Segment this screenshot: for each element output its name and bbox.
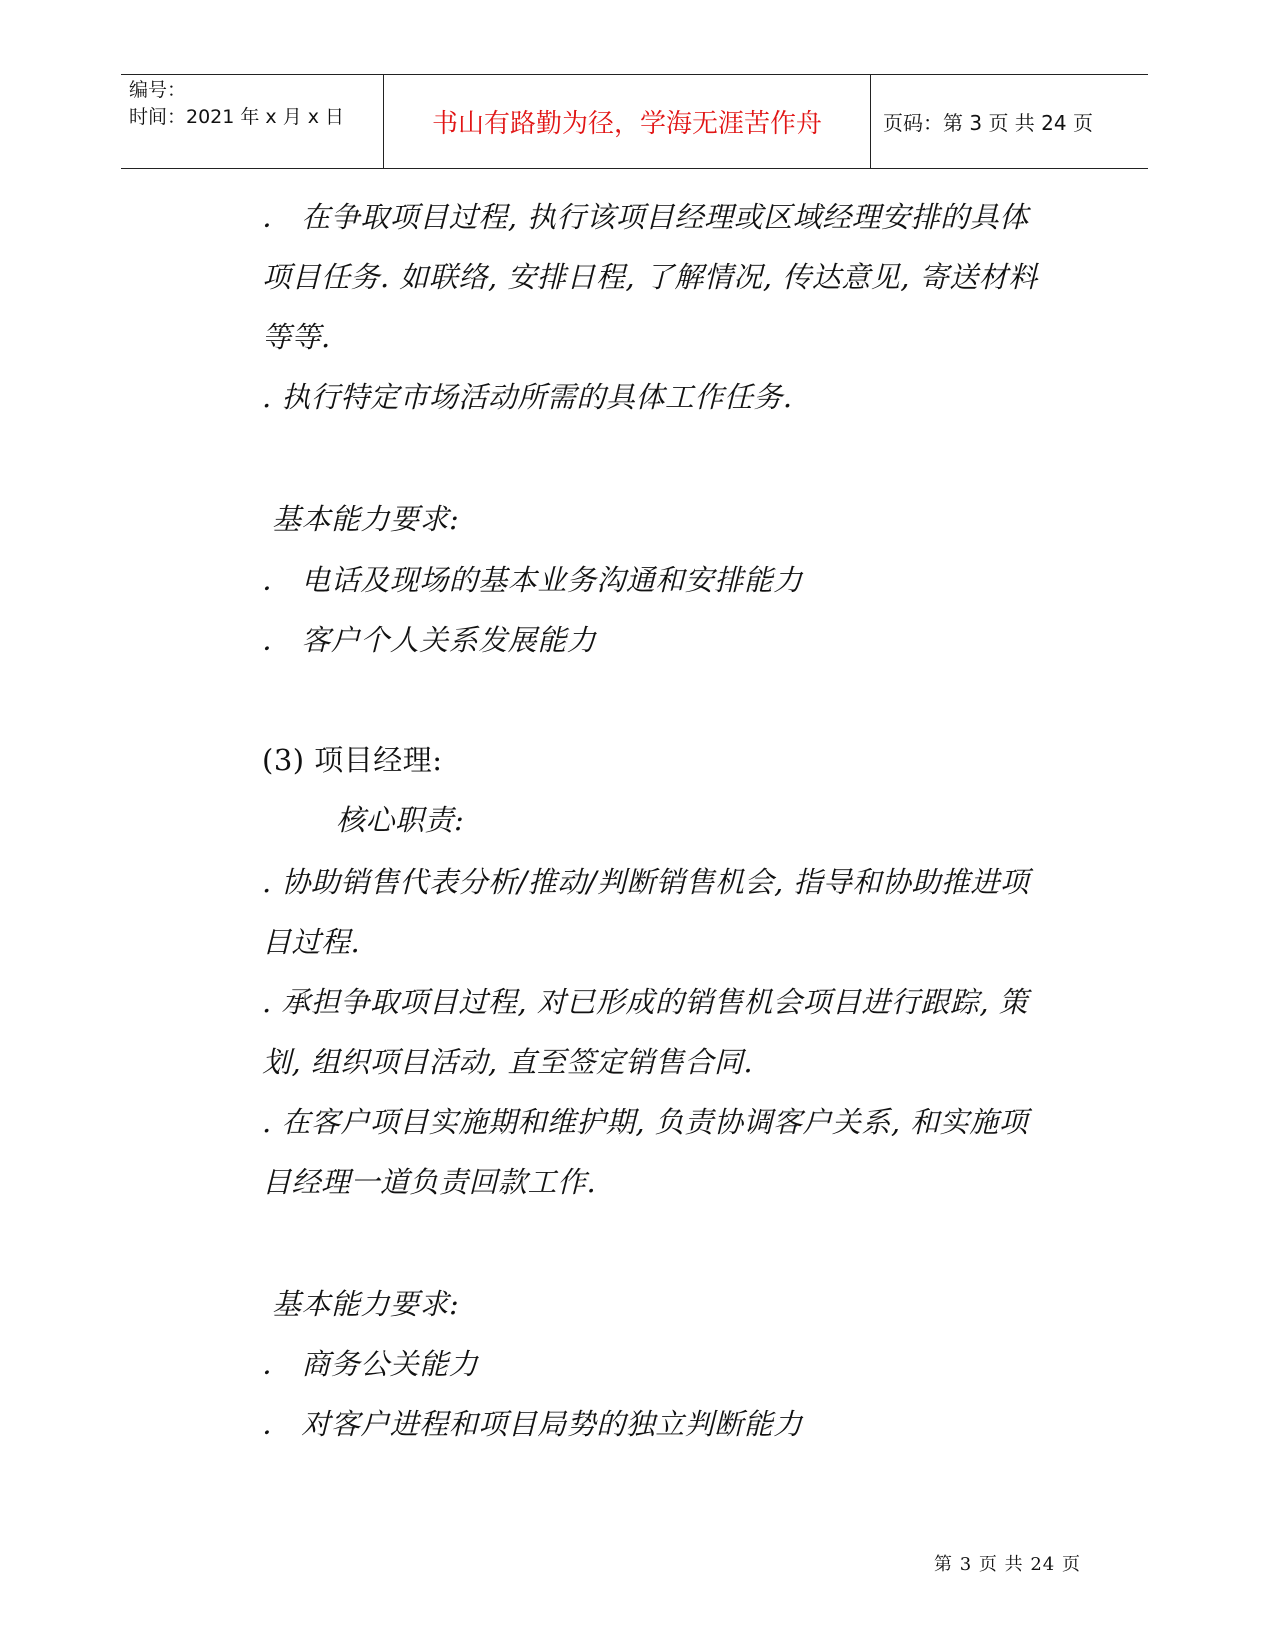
section-title: (3) 项目经理: — [262, 743, 443, 777]
header-meta — [121, 75, 383, 168]
header-motto — [383, 75, 871, 168]
body-line: 目经理一道负责回款工作. — [262, 1165, 597, 1199]
body-line: . 承担争取项目过程, 对已形成的销售机会项目进行跟踪, 策 — [262, 985, 1029, 1019]
section-heading: 基本能力要求: — [272, 1287, 460, 1321]
body-line: ． 在争取项目过程, 执行该项目经理或区域经理安排的具体 — [262, 200, 1029, 234]
body-line: 等等. — [262, 320, 331, 354]
body-line: 划, 组织项目活动, 直至签定销售合同. — [262, 1045, 754, 1079]
body-line: ． 商务公关能力 — [262, 1347, 479, 1381]
motto-text: 书山有路勤为径，学海无涯苦作舟 — [431, 109, 822, 139]
page-footer: 第 3 页 共 24 页 — [934, 1554, 1081, 1575]
body-line: 目过程. — [262, 925, 361, 959]
body-line: ． 对客户进程和项目局势的独立判断能力 — [262, 1407, 803, 1441]
body-line: 项目任务. 如联络, 安排日程, 了解情况, 传达意见, 寄送材料 — [262, 260, 1038, 294]
section-heading: 核心职责: — [336, 803, 465, 837]
time-label: 时间：2021 年 x 月 x 日 — [129, 106, 345, 128]
body-line: ． 电话及现场的基本业务沟通和安排能力 — [262, 563, 803, 597]
page-header — [121, 74, 1148, 169]
body-line: ． 客户个人关系发展能力 — [262, 623, 597, 657]
body-line: . 执行特定市场活动所需的具体工作任务. — [262, 380, 793, 414]
section-heading: 基本能力要求: — [272, 502, 460, 536]
body-line: . 协助销售代表分析/推动/判断销售机会, 指导和协助推进项 — [262, 865, 1030, 899]
number-label: 编号： — [129, 79, 187, 101]
body-line: . 在客户项目实施期和维护期, 负责协调客户关系, 和实施项 — [262, 1105, 1029, 1139]
header-page-info — [871, 75, 1148, 168]
page-info-text: 页码：第 3 页 共 24 页 — [883, 111, 1093, 135]
